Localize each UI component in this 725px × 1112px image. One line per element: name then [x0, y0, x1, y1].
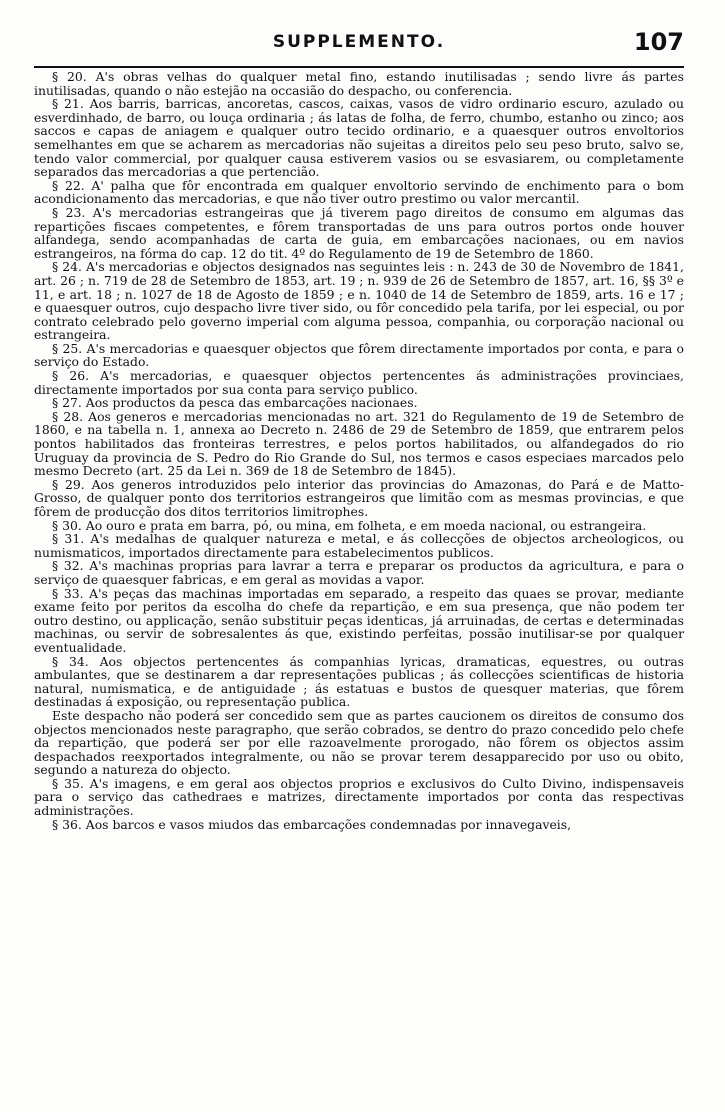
paragraph-28: § 28. Aos generos e mercadorias mencionadas no art. 321 do Regulamento de 19 de Setembro de 1860, e na tabella n. 1, annexa ao Decreto n. 2486 de 29 de Setembro de 1859, que entrarem pelos pontos habilitados das fronteiras terrestres, e pelos portos habilitados, ou alfandegados do rio Uruguay da provincia de S. Pedro do Rio Grande do Sul, nos termos e casos especiaes marcados pelo mesmo Decreto (art. 25 da Lei n. 369 de 18 de Setembro de 1845).	[34, 408, 684, 479]
paragraph-33: § 33. A's peças das machinas importadas em separado, a respeito das quaes se provar, mediante exame feito por peritos da escolha do chefe da repartição, e em sua presença, que não podem ter outro destino, ou applicação, senão substituir peças identicas, já arruinadas, de certas e determinadas machinas, ou servir de sobresalentes ás que, existindo perfeitas, possão inutilisar-se por qualquer eventualidade.	[34, 585, 684, 655]
paragraph-32: § 32. A's machinas proprias para lavrar a terra e preparar os productos da agricultura, e para o serviço de quaesquer fabricas, e em geral as movidas a vapor.	[34, 558, 684, 587]
paragraph-34: § 34. Aos objectos pertencentes ás companhias lyricas, dramaticas, equestres, ou outras ambulantes, que se destinarem a dar representações publicas ; ás collecções scientificas de historia natural, numismatica, e de antiguidade ; ás estatuas e bustos de quesquer materias, que fôrem destinadas á exposição, ou representação publica.	[34, 653, 684, 710]
body-text	[34, 70, 684, 831]
paragraph-31: § 31. A's medalhas de qualquer natureza e metal, e ás collecções de objectos archeologicos, ou numismaticos, importados directamente para estabelecimentos publicos.	[34, 531, 684, 560]
paragraph-34-continuation: Este despacho não poderá ser concedido sem que as partes caucionem os direitos de consumo dos objectos mencionados neste paragrapho, que serão cobrados, se dentro do prazo concedido pelo chefe da repartição, que poderá ser por elle razoavelmente prorogado, não fôrem os objectos assim despachados reexportados integralmente, ou não se provar terem desapparecido por uso ou obito, segundo a natureza do objecto.	[34, 707, 684, 778]
running-title: SUPPLEMENTO.	[272, 32, 446, 52]
paragraph-24: § 24. A's mercadorias e objectos designados nas seguintes leis : n. 243 de 30 de Novembro de 1841, art. 26 ; n. 719 de 28 de Setembro de 1853, art. 19 ; n. 939 de 26 de Setembro de 1857, art. 16, §§ 3º e 11, e art. 18 ; n. 1027 de 18 de Agosto de 1859 ; e n. 1040 de 14 de Setembro de 1859, arts. 16 e 17 ; e quaesquer outros, cujo despacho livre tiver sido, ou fôr concedido pela tarifa, por lei especial, ou por contrato celebrado pelo governo imperial com alguma pessoa, companhia, ou corporação nacional ou estrangeira.	[34, 259, 684, 343]
paragraph-21: § 21. Aos barris, barricas, ancoretas, cascos, caixas, vasos de vidro ordinario escuro, azulado ou esverdinhado, de barro, ou louça ordinaria ; ás latas de folha, de ferro, chumbo, estanho ou zinco; aos saccos e capas de aniagem e qualquer outro tecido ordinario, e a quaesquer outros envoltorios semelhantes em que se acharem as mercadorias não sujeitas a direitos pelo seu peso bruto, salvo se, tendo valor commercial, por qualquer causa estiverem vasios ou se esvasiarem, ou completamente separados das mercadorias a que pertencião.	[34, 96, 684, 180]
paragraph-36: § 36. Aos barcos e vasos miudos das embarcações condemnadas por innavegaveis,	[52, 816, 572, 832]
paragraph-30: § 30. Ao ouro e prata em barra, pó, ou mina, em folheta, e em moeda nacional, ou estrangeira.	[52, 517, 647, 533]
paragraph-35: § 35. A's imagens, e em geral aos objectos proprios e exclusivos do Culto Divino, indispensaveis para o serviço das cathedraes e matrizes, directamente importados por conta das respectivas administrações.	[34, 775, 684, 819]
page-header	[34, 28, 684, 58]
paragraph-22: § 22. A' palha que fôr encontrada em qualquer envoltorio servindo de enchimento para o bom acondicionamento das mercadorias, e que não tiver outro prestimo ou valor mercantil.	[34, 177, 684, 207]
paragraph-26: § 26. A's mercadorias, e quaesquer objectos pertencentes ás administrações provinciaes, directamente importados por sua conta para serviço publico.	[34, 368, 684, 397]
paragraph-25: § 25. A's mercadorias e quaesquer objectos que fôrem directamente importados por conta, e para o serviço do Estado.	[34, 340, 684, 370]
header-rule	[34, 66, 684, 68]
paragraph-29: § 29. Aos generos introduzidos pelo interior das provincias do Amazonas, do Pará e de Matto-Grosso, de qualquer ponto dos territorios estrangeiros que limitão com as mesmas provincias, e que fôrem de producção dos ditos territorios limitrophes.	[34, 476, 684, 519]
paragraph-27: § 27. Aos productos da pesca das embarcações nacionaes.	[52, 395, 418, 411]
paragraph-23: § 23. A's mercadorias estrangeiras que já tiverem pago direitos de consumo em algumas das repartições fiscaes competentes, e fôrem transportadas de uns para outros portos onde houver alfandega, sendo acompanhadas de carta de guia, em embarcações nacionaes, ou em navios estrangeiros, na fórma do cap. 12 do tit. 4º do Regulamento de 19 de Setembro de 1860.	[34, 204, 684, 261]
page-number: 107	[633, 28, 684, 56]
paragraph-20: § 20. A's obras velhas do qualquer metal fino, estando inutilisadas ; sendo livre ás partes inutilisadas, quando o não estejão na occasião do despacho, ou conferencia.	[34, 69, 684, 98]
